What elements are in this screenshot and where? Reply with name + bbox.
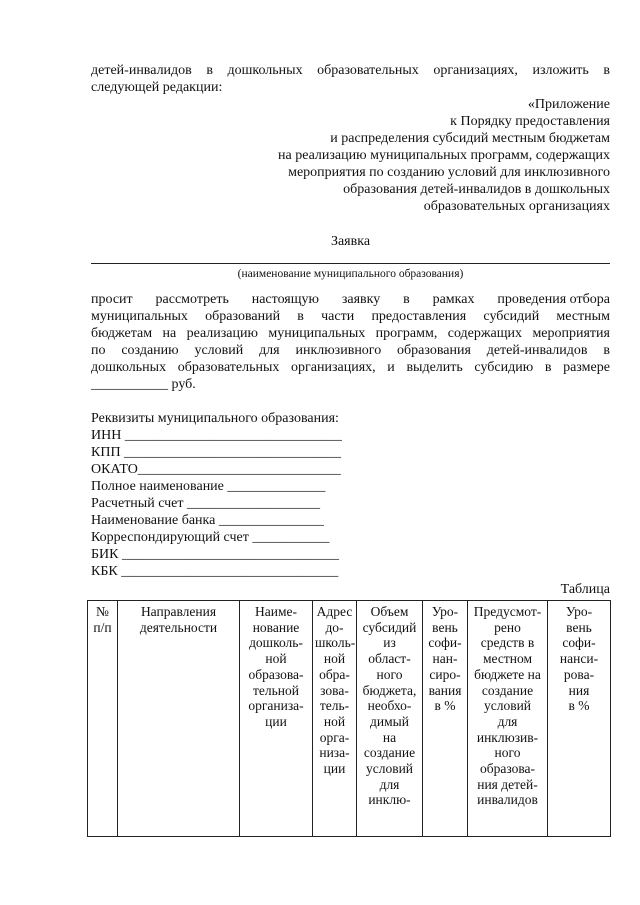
header-text-line: бюджета, bbox=[362, 682, 417, 698]
header-text-line: Уро- bbox=[565, 604, 593, 619]
header-text-line: Наиме- bbox=[255, 604, 297, 619]
header-text-line: в % bbox=[568, 698, 590, 714]
word: изложить bbox=[532, 63, 589, 78]
header-text-line: условий bbox=[365, 761, 414, 777]
requisite-inn: ИНН _______________________________ bbox=[91, 428, 342, 443]
header-text-line: ной bbox=[265, 651, 287, 667]
header-text-line: условий bbox=[483, 698, 532, 714]
header-text-line: местном bbox=[482, 651, 533, 667]
subsidy-table bbox=[87, 600, 611, 837]
header-text-line: тель- bbox=[319, 698, 350, 714]
header-text-line: инклю- bbox=[368, 792, 411, 808]
header-text-line: ного bbox=[376, 666, 403, 682]
header-text-line: зова- bbox=[320, 682, 349, 698]
word: части bbox=[321, 309, 355, 324]
header-text-line: образова- bbox=[248, 666, 304, 682]
header-text-line: для bbox=[379, 776, 400, 792]
header-direction bbox=[118, 601, 240, 837]
header-text-line: Объем bbox=[370, 604, 409, 619]
word: по bbox=[91, 343, 106, 358]
appendix-line: на реализацию муниципальных программ, содержащих bbox=[278, 148, 610, 163]
word: организациях, bbox=[433, 63, 518, 78]
requisite-kpp: КПП _______________________________ bbox=[91, 445, 342, 460]
table-header-row bbox=[88, 601, 611, 837]
body-line bbox=[91, 343, 610, 359]
header-text-line: создание bbox=[363, 745, 416, 761]
header-text-line: дошколь- bbox=[249, 635, 303, 651]
appendix-line: «Приложение bbox=[527, 97, 610, 112]
word: рамках bbox=[432, 292, 475, 307]
header-text-line: софи- bbox=[428, 635, 462, 651]
header-text-line: област- bbox=[368, 651, 411, 667]
word: в bbox=[403, 292, 410, 307]
header-text-line: нование bbox=[252, 619, 300, 635]
word: детей-инвалидов bbox=[91, 63, 192, 78]
word: организациях, bbox=[291, 360, 376, 375]
requisite-kbk: КБК _______________________________ bbox=[91, 564, 339, 579]
word: дошкольных bbox=[91, 360, 167, 375]
header-text-line: субсидий bbox=[362, 619, 417, 635]
word: выделить bbox=[406, 360, 463, 375]
word: созданию bbox=[121, 343, 179, 358]
body-line bbox=[91, 360, 610, 376]
header-text-line: средств в bbox=[480, 635, 535, 651]
header-org-name bbox=[240, 601, 313, 837]
header-text-line: ции bbox=[265, 713, 287, 729]
header-text-line: деятельности bbox=[139, 619, 218, 635]
word: субсидий bbox=[483, 309, 540, 324]
word: условий bbox=[194, 343, 244, 358]
header-text-line: низа- bbox=[319, 745, 350, 761]
header-cofinancing-level-2 bbox=[548, 601, 611, 837]
word: размере bbox=[563, 360, 610, 375]
word: образовательных bbox=[317, 63, 419, 78]
word: в bbox=[603, 343, 610, 358]
word: для bbox=[259, 343, 280, 358]
requisite-full-name: Полное наименование ______________ bbox=[91, 479, 326, 494]
word: в bbox=[544, 360, 552, 375]
word: предоставления bbox=[371, 309, 467, 324]
header-text-line: Адрес bbox=[316, 604, 353, 619]
word: в bbox=[603, 63, 610, 78]
header-text-line: обра- bbox=[319, 666, 350, 682]
word: образования bbox=[397, 343, 471, 358]
word: субсидию bbox=[474, 360, 534, 375]
header-text-line: образова- bbox=[479, 761, 536, 777]
word: заявку bbox=[341, 292, 381, 307]
appendix-line: и распределения субсидий местным бюджетам bbox=[330, 131, 610, 146]
requisite-bik: БИК _______________________________ bbox=[91, 547, 339, 562]
header-text-line: № bbox=[96, 604, 109, 619]
header-text-line: ции bbox=[323, 761, 346, 777]
header-text-line: ной bbox=[323, 713, 346, 729]
header-local-budget bbox=[468, 601, 548, 837]
header-text-line: для bbox=[497, 713, 518, 729]
word: настоящую bbox=[251, 292, 319, 307]
header-text-line: организа- bbox=[248, 698, 304, 714]
header-text-line: софи- bbox=[562, 635, 596, 651]
header-text-line: димый bbox=[370, 713, 409, 729]
word: в bbox=[206, 63, 213, 78]
word: реализацию bbox=[186, 326, 258, 341]
intro-line-1 bbox=[91, 63, 610, 79]
amount-blank: ___________ bbox=[91, 377, 168, 392]
body-line bbox=[91, 309, 610, 325]
word: рассмотреть bbox=[155, 292, 229, 307]
header-text-line: в % bbox=[434, 698, 456, 714]
requisites-heading: Реквизиты муниципального образования: bbox=[91, 411, 339, 426]
body-line bbox=[91, 326, 610, 342]
word: дошкольных bbox=[227, 63, 303, 78]
header-text-line: школь- bbox=[315, 635, 356, 651]
word: детей-инвалидов bbox=[486, 343, 588, 358]
header-text-line: рова- bbox=[563, 666, 595, 682]
word: образовательных bbox=[177, 360, 280, 375]
word: инклюзивного bbox=[295, 343, 382, 358]
word: и bbox=[387, 360, 395, 375]
word: мероприятия bbox=[532, 326, 610, 341]
header-text-line: необхо- bbox=[367, 698, 412, 714]
word: в bbox=[297, 309, 304, 324]
requisite-bank-name: Наименование банка _______________ bbox=[91, 513, 324, 528]
header-text-line: орга- bbox=[319, 729, 350, 745]
word: местным bbox=[556, 309, 610, 324]
appendix-line: образовательных организациях bbox=[423, 199, 610, 214]
word: муниципальных bbox=[268, 326, 366, 341]
header-text-line: ной bbox=[323, 651, 346, 667]
word: содержащих bbox=[447, 326, 523, 341]
header-text-line: рено bbox=[494, 619, 521, 635]
header-text-line: вень bbox=[432, 619, 458, 635]
header-number bbox=[88, 601, 118, 837]
amount-line bbox=[91, 377, 196, 393]
amount-unit: руб. bbox=[171, 377, 196, 392]
appendix-line: мероприятия по созданию условий для инклюзивного bbox=[288, 165, 610, 180]
header-text-line: ния детей- bbox=[477, 776, 538, 792]
header-text-line: на bbox=[382, 729, 397, 745]
table-caption: Таблица bbox=[560, 582, 610, 597]
header-cofinancing-level bbox=[423, 601, 468, 837]
header-text-line: сиро- bbox=[429, 666, 461, 682]
appendix-line: образования детей-инвалидов в дошкольных bbox=[343, 182, 610, 197]
header-text-line: бюджете на bbox=[474, 666, 541, 682]
municipality-caption: (наименование муниципального образования) bbox=[237, 268, 464, 280]
header-text-line: п/п bbox=[93, 619, 112, 635]
word: образований bbox=[205, 309, 281, 324]
header-subsidy-volume bbox=[357, 601, 423, 837]
municipality-input-line bbox=[91, 263, 610, 264]
body-line bbox=[91, 292, 610, 308]
header-text-line: вания bbox=[428, 682, 462, 698]
requisite-okato: ОКАТО_____________________________ bbox=[91, 462, 341, 477]
header-text-line: ного bbox=[494, 745, 521, 761]
word: просит bbox=[91, 292, 133, 307]
word: программ, bbox=[375, 326, 438, 341]
header-text-line: нан- bbox=[432, 651, 458, 667]
header-text-line: Уро- bbox=[431, 604, 459, 619]
header-text-line: Направления bbox=[140, 604, 217, 619]
header-text-line: Предусмот- bbox=[473, 604, 542, 619]
header-org-address bbox=[313, 601, 357, 837]
form-title: Заявка bbox=[330, 234, 371, 249]
requisite-corr-account: Корреспондирующий счет ___________ bbox=[91, 530, 330, 545]
header-text-line: вень bbox=[566, 619, 592, 635]
header-text-line: тельной bbox=[253, 682, 299, 698]
header-text-line: создание bbox=[481, 682, 534, 698]
intro-line-2: следующей редакции: bbox=[91, 80, 223, 95]
header-text-line: из bbox=[383, 635, 396, 651]
word: бюджетам bbox=[91, 326, 153, 341]
header-text-line: ния bbox=[568, 682, 590, 698]
header-text-line: нанси- bbox=[559, 651, 599, 667]
header-text-line: инвалидов bbox=[477, 792, 538, 808]
word: муниципальных bbox=[91, 309, 188, 324]
header-text-line: инклюзив- bbox=[476, 729, 539, 745]
requisite-account: Расчетный счет ___________________ bbox=[91, 496, 321, 511]
appendix-line: к Порядку предоставления bbox=[450, 114, 610, 129]
header-text-line: до- bbox=[325, 619, 344, 635]
word: проведения отбора bbox=[497, 292, 610, 307]
word: на bbox=[162, 326, 177, 341]
